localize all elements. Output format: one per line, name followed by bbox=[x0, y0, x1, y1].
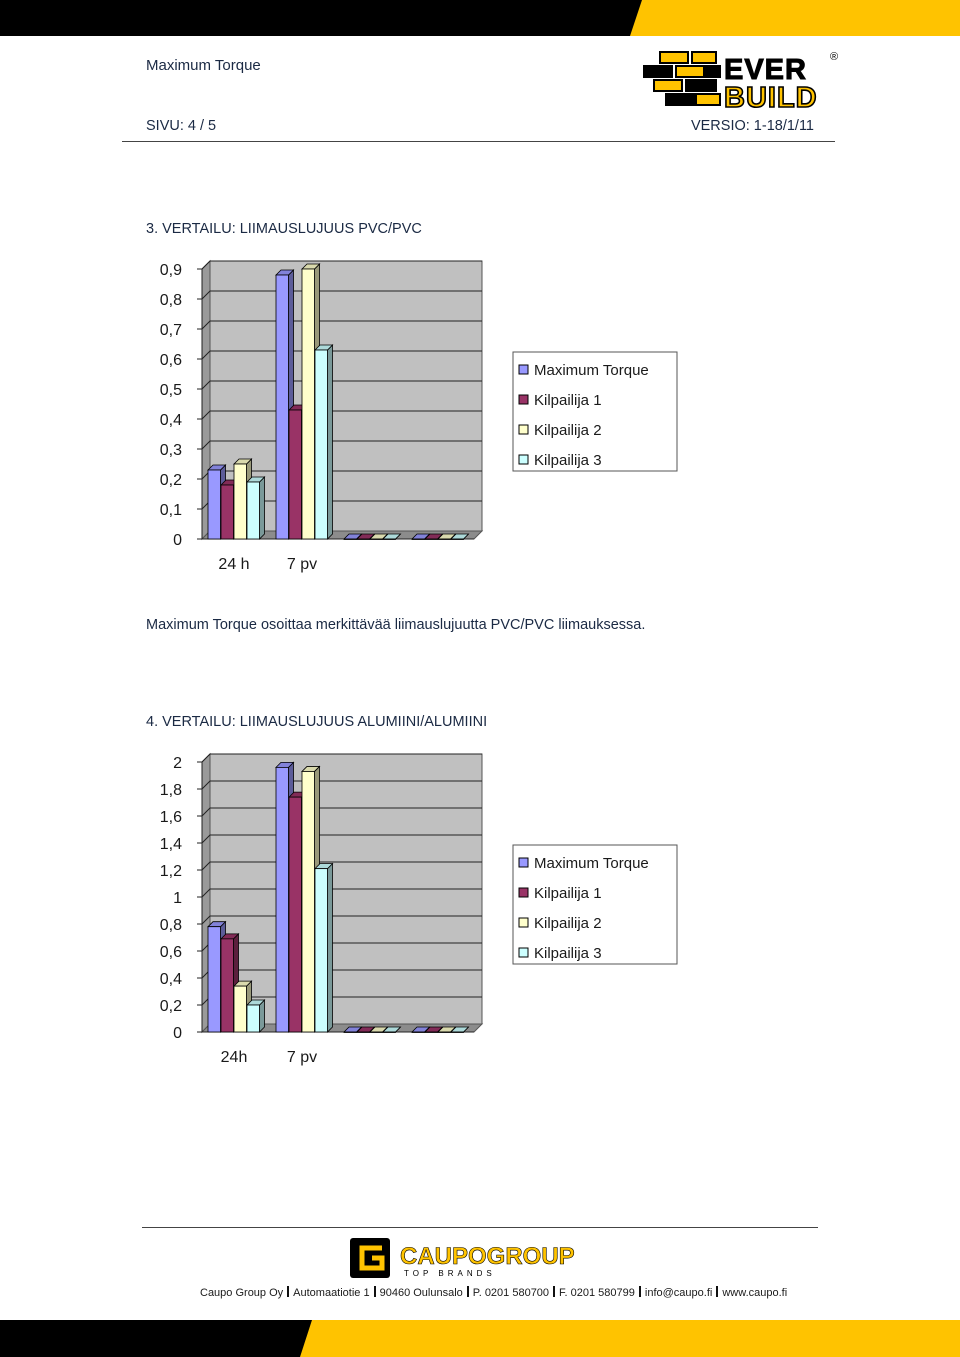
address: Automaatiotie 1 bbox=[293, 1287, 370, 1299]
y-tick-label: 0,8 bbox=[159, 292, 182, 309]
bar bbox=[315, 869, 328, 1032]
website-link[interactable]: www.caupo.fi bbox=[722, 1287, 788, 1299]
legend-swatch bbox=[519, 888, 528, 897]
bar-side bbox=[328, 864, 333, 1032]
footer-contact bbox=[200, 1286, 787, 1299]
bar bbox=[302, 269, 315, 539]
chart-pvc bbox=[140, 255, 700, 580]
legend-label: Kilpailija 2 bbox=[534, 422, 602, 439]
legend-label: Kilpailija 3 bbox=[534, 945, 602, 962]
bar bbox=[357, 539, 370, 540]
brick-icon bbox=[644, 52, 720, 105]
bar bbox=[383, 1032, 396, 1033]
y-tick-label: 0 bbox=[173, 1025, 182, 1042]
separator bbox=[716, 1286, 718, 1297]
logo-text-caupogroup: CAUPOGROUP bbox=[400, 1243, 575, 1270]
separator bbox=[553, 1286, 555, 1297]
legend-swatch bbox=[519, 455, 528, 464]
legend-swatch bbox=[519, 858, 528, 867]
header-divider bbox=[122, 141, 835, 142]
company-name: Caupo Group Oy bbox=[200, 1287, 284, 1299]
bar bbox=[412, 539, 425, 540]
document-title: Maximum Torque bbox=[146, 57, 261, 74]
y-tick-label: 0,9 bbox=[159, 262, 182, 279]
bar bbox=[208, 927, 221, 1032]
bar bbox=[425, 539, 438, 540]
bar bbox=[315, 350, 328, 539]
bar bbox=[276, 275, 289, 539]
legend-swatch bbox=[519, 365, 528, 374]
legend-swatch bbox=[519, 425, 528, 434]
legend-swatch bbox=[519, 395, 528, 404]
footer-divider bbox=[142, 1227, 818, 1228]
bar bbox=[276, 767, 289, 1032]
section-heading-aluminium: 4. VERTAILU: LIIMAUSLUJUUS ALUMIINI/ALUMIINI bbox=[146, 714, 488, 730]
bar-side bbox=[328, 345, 333, 539]
y-tick-label: 0 bbox=[173, 532, 182, 549]
y-tick-label: 0,3 bbox=[159, 442, 182, 459]
version-label: VERSIO: 1-18/1/11 bbox=[690, 118, 814, 134]
email-link[interactable]: info@caupo.fi bbox=[644, 1287, 713, 1299]
separator bbox=[287, 1286, 289, 1297]
bar-side bbox=[260, 477, 265, 539]
x-tick-label: 24h bbox=[220, 1049, 248, 1066]
section-heading-pvc: 3. VERTAILU: LIIMAUSLUJUUS PVC/PVC bbox=[146, 221, 422, 237]
bar bbox=[451, 1032, 464, 1033]
separator bbox=[374, 1286, 376, 1297]
bar bbox=[247, 1005, 260, 1032]
bar bbox=[221, 939, 234, 1032]
x-tick-label: 7 pv bbox=[286, 1049, 318, 1066]
caupogroup-logo bbox=[348, 1236, 618, 1280]
phone: P. 0201 580700 bbox=[472, 1287, 550, 1299]
y-tick-label: 1 bbox=[173, 890, 182, 907]
y-tick-label: 0,2 bbox=[159, 472, 182, 489]
logo-text-top-brands: TOP BRANDS bbox=[404, 1269, 496, 1278]
bar bbox=[221, 485, 234, 539]
x-tick-label: 7 pv bbox=[286, 556, 318, 573]
bar bbox=[302, 771, 315, 1032]
legend-label: Maximum Torque bbox=[534, 855, 649, 872]
y-tick-label: 0,6 bbox=[159, 352, 182, 369]
bar bbox=[383, 539, 396, 540]
y-tick-label: 1,8 bbox=[159, 782, 182, 799]
bar bbox=[412, 1032, 425, 1033]
bar bbox=[370, 1032, 383, 1033]
bar bbox=[247, 482, 260, 539]
bar bbox=[370, 539, 383, 540]
y-tick-label: 0,7 bbox=[159, 322, 182, 339]
y-tick-label: 0,2 bbox=[159, 998, 182, 1015]
bar bbox=[208, 470, 221, 539]
y-tick-label: 0,5 bbox=[159, 382, 182, 399]
x-tick-label: 24 h bbox=[218, 556, 250, 573]
bar bbox=[234, 986, 247, 1032]
bottom-bar-accent bbox=[300, 1320, 960, 1357]
bar bbox=[438, 539, 451, 540]
bar bbox=[357, 1032, 370, 1033]
separator bbox=[639, 1286, 641, 1297]
legend-label: Kilpailija 1 bbox=[534, 392, 602, 409]
y-tick-label: 0,8 bbox=[159, 917, 182, 934]
legend-swatch bbox=[519, 948, 528, 957]
chart-caption: Maximum Torque osoittaa merkittävää liimauslujuutta PVC/PVC liimauksessa. bbox=[146, 617, 646, 633]
top-bar-accent bbox=[630, 0, 960, 36]
bar bbox=[425, 1032, 438, 1033]
chart-aluminium bbox=[140, 748, 700, 1073]
separator bbox=[467, 1286, 469, 1297]
bar bbox=[451, 539, 464, 540]
y-tick-label: 0,1 bbox=[159, 502, 182, 519]
legend-label: Kilpailija 3 bbox=[534, 452, 602, 469]
legend-label: Kilpailija 2 bbox=[534, 915, 602, 932]
legend-label: Kilpailija 1 bbox=[534, 885, 602, 902]
legend-label: Maximum Torque bbox=[534, 362, 649, 379]
bar bbox=[438, 1032, 451, 1033]
y-tick-label: 2 bbox=[173, 755, 182, 772]
everbuild-logo bbox=[640, 48, 845, 110]
caupo-g-icon bbox=[350, 1238, 390, 1278]
y-tick-label: 0,4 bbox=[159, 971, 182, 988]
y-tick-label: 1,2 bbox=[159, 863, 182, 880]
fax: F. 0201 580799 bbox=[559, 1287, 635, 1299]
bar bbox=[344, 1032, 357, 1033]
y-tick-label: 1,4 bbox=[159, 836, 182, 853]
logo-text-build: BUILD bbox=[724, 82, 818, 110]
bar bbox=[289, 797, 302, 1032]
bar bbox=[344, 539, 357, 540]
bar bbox=[289, 410, 302, 539]
page-number: SIVU: 4 / 5 bbox=[146, 118, 217, 134]
logo-text-ever: EVER bbox=[724, 54, 807, 86]
legend-swatch bbox=[519, 918, 528, 927]
bar bbox=[234, 464, 247, 539]
postal-code: 90460 Oulunsalo bbox=[379, 1287, 463, 1299]
y-tick-label: 1,6 bbox=[159, 809, 182, 826]
y-tick-label: 0,6 bbox=[159, 944, 182, 961]
y-tick-label: 0,4 bbox=[159, 412, 182, 429]
registered-mark: ® bbox=[830, 51, 839, 63]
